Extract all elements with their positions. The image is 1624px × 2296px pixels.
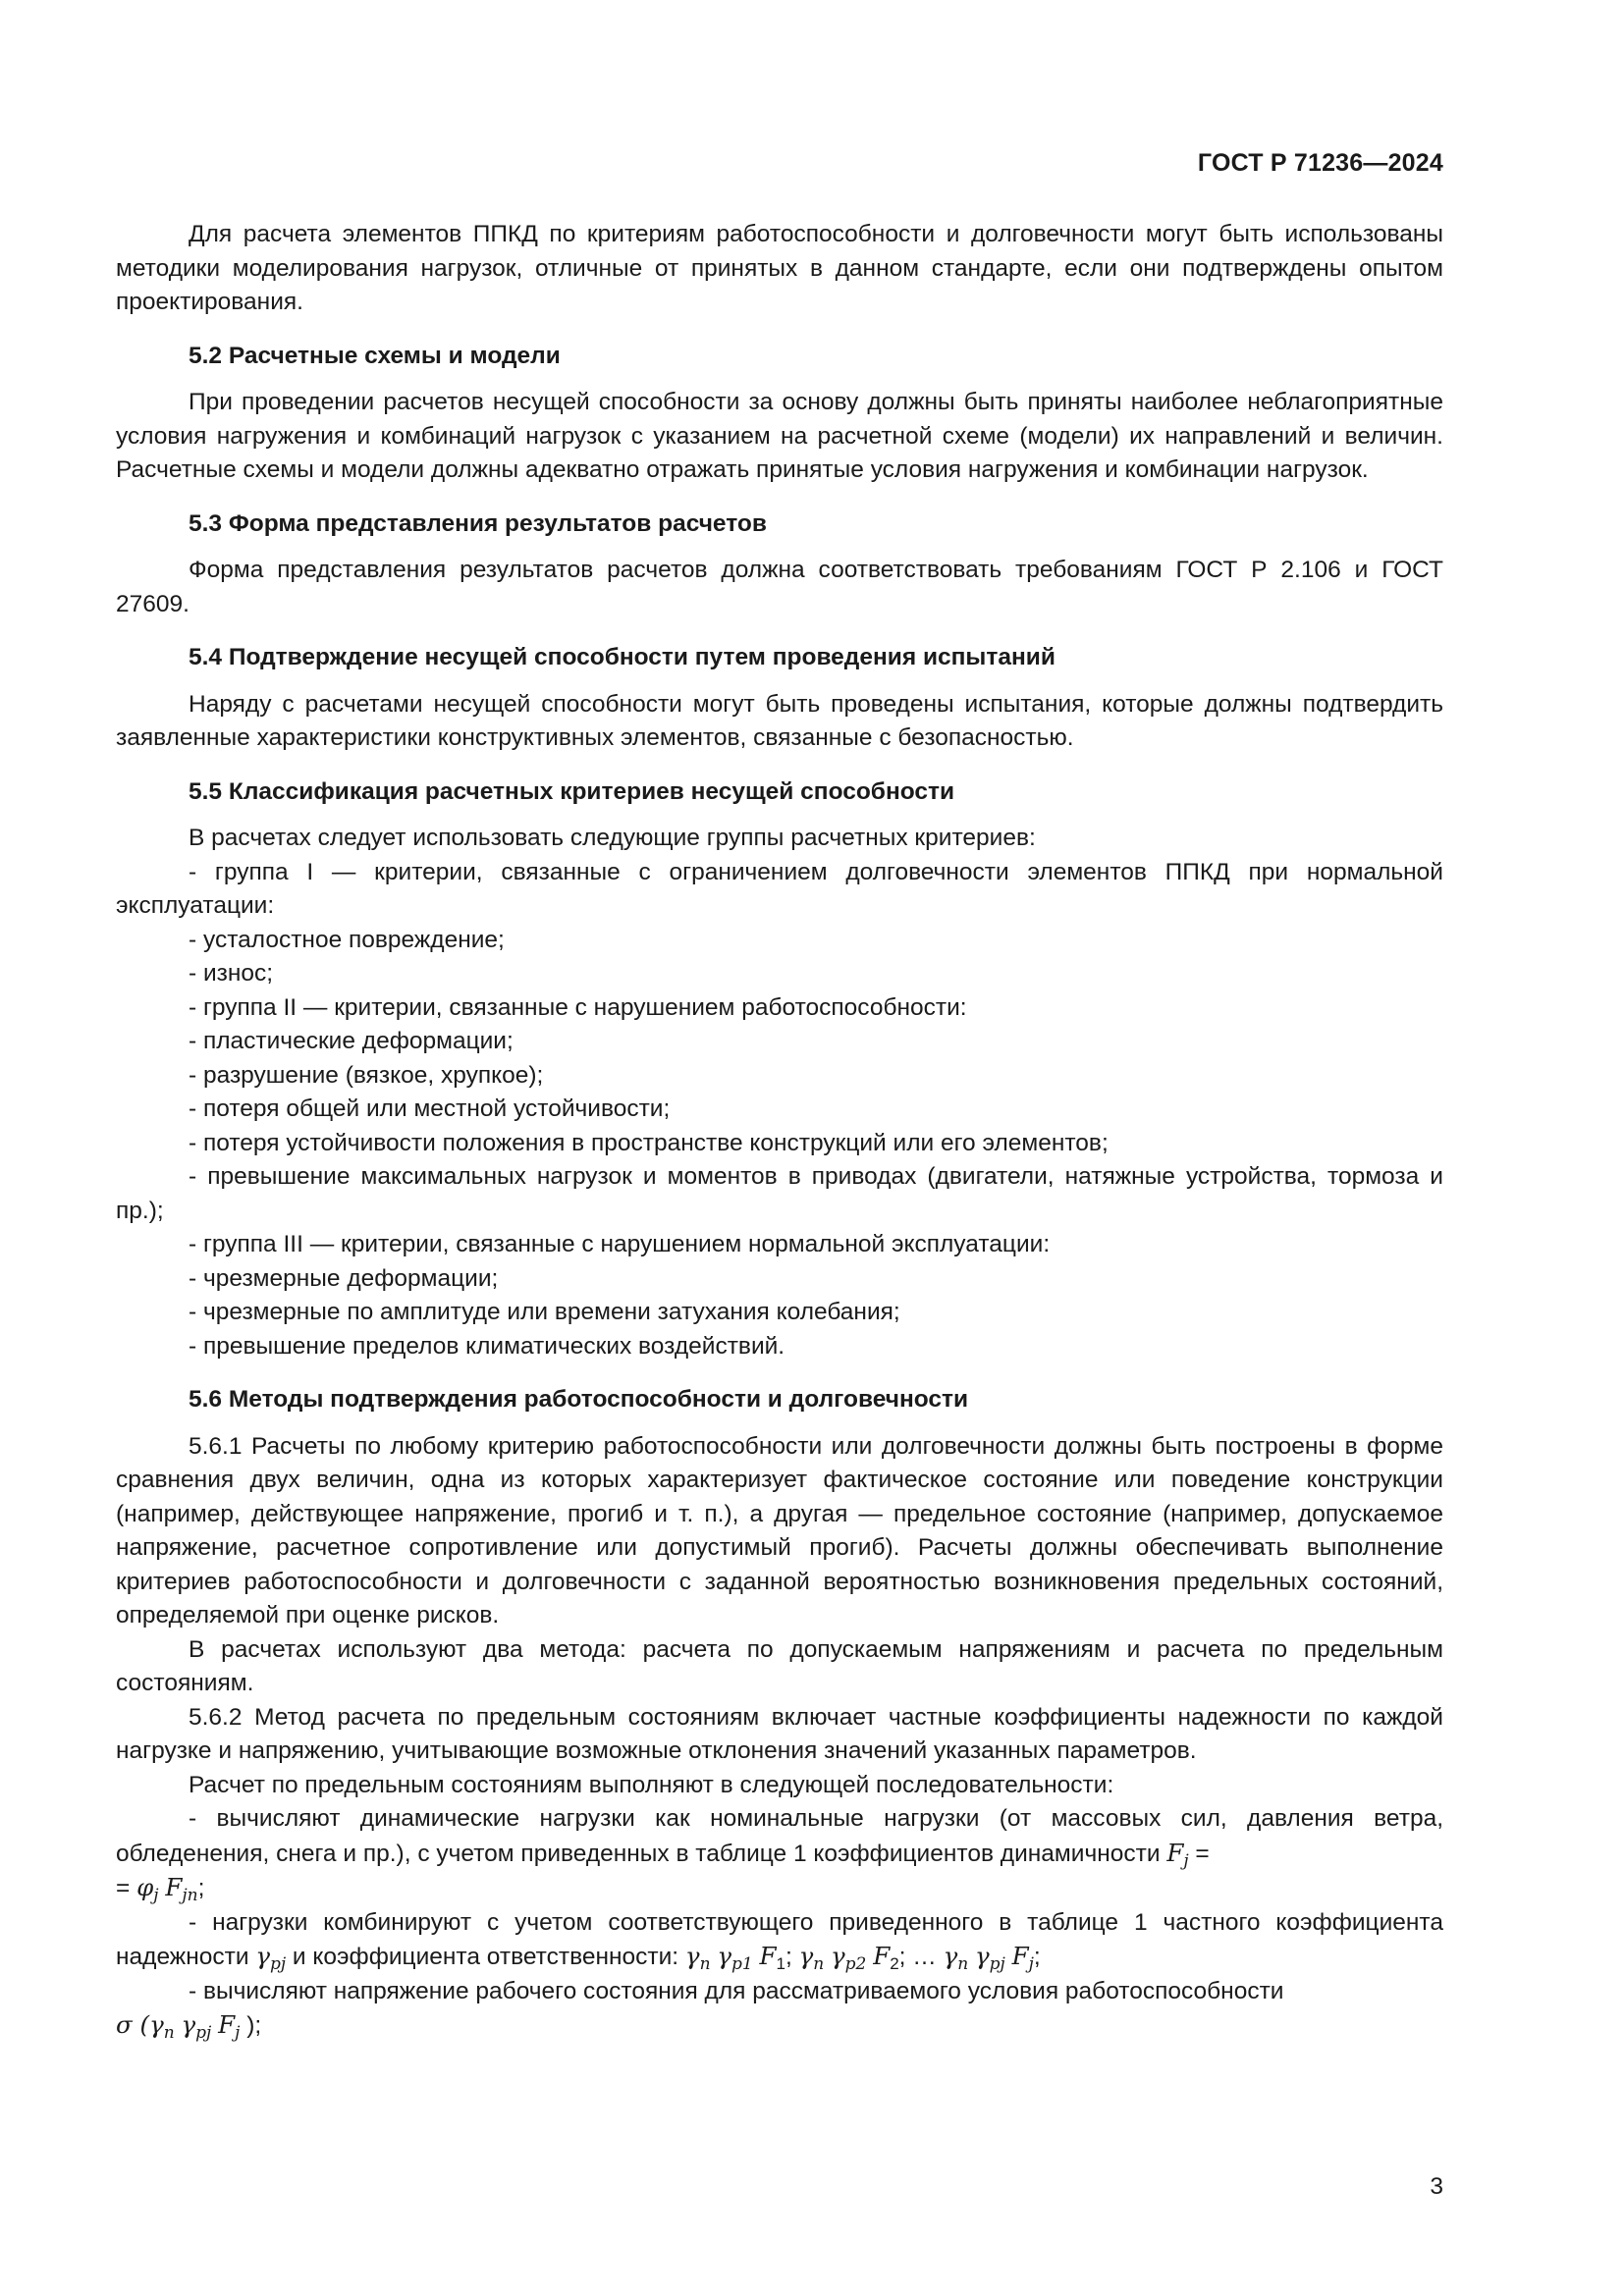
page-number: 3 bbox=[1430, 2173, 1443, 2200]
section-5-3-heading: 5.3 Форма представления результатов расчетов bbox=[189, 509, 767, 537]
step-combine-loads-text: - нагрузки комбинируют с учетом соответствующего приведенного в таблице 1 частного коэффициента надежности bbox=[116, 1908, 1443, 1970]
section-5-6-1-paragraph: 5.6.1 Расчеты по любому критерию работоспособности или долговечности должны быть построены в форме сравнения двух величин, одна из которых характеризует фактическое состояние или поведение конструкции (например, действующее напряжение, прогиб и т. п.), а другая — предельное состояние (например, допускаемое напряжение, расчетное сопротивление или допустимый прогиб). Расчеты должны обеспечивать выполнение критериев работоспособности и долговечности с заданной вероятностью возникновения предельных состояний, определяемой при оценке рисков. bbox=[116, 1432, 1443, 1629]
list-item: - группа III — критерии, связанные с нарушением нормальной эксплуатации: bbox=[189, 1231, 1051, 1257]
section-5-5-heading: 5.5 Классификация расчетных критериев несущей способности bbox=[189, 777, 955, 805]
methods-paragraph: В расчетах используют два метода: расчета по допускаемым напряжениям и расчета по предельным состояниям. bbox=[116, 1635, 1443, 1696]
list-item: - износ; bbox=[189, 960, 274, 987]
list-item: - потеря устойчивости положения в пространстве конструкций или его элементов; bbox=[189, 1129, 1109, 1156]
list-item: - потеря общей или местной устойчивости; bbox=[189, 1095, 671, 1122]
list-item: - усталостное повреждение; bbox=[189, 926, 505, 953]
list-item: - чрезмерные по амплитуде или времени затухания колебания; bbox=[189, 1299, 900, 1325]
step-working-stress: - вычисляют напряжение рабочего состояния для рассматриваемого условия работоспособности σ ($\gamma_n$ $\gamma_{pj}$ $F_j$ ); bbox=[116, 1977, 1284, 2043]
list-item: - чрезмерные деформации; bbox=[189, 1264, 499, 1292]
section-5-4-heading: 5.4 Подтверждение несущей способности путем проведения испытаний bbox=[189, 644, 1056, 670]
step-dynamic-loads: - вычисляют динамические нагрузки как номинальные нагрузки (от массовых сил, давления ветра, обледенения, снега и пр.), с учетом приведенных в таблице 1 коэффициентов динамичности $F_j$ = = $\varphi_j$ $F_{jn}$; bbox=[116, 1805, 1443, 1905]
list-item: - пластические деформации; bbox=[189, 1028, 514, 1054]
section-5-2-heading: 5.2 Расчетные схемы и модели bbox=[189, 342, 561, 369]
list-item: - группа II — критерии, связанные с нарушением работоспособности: bbox=[189, 993, 967, 1021]
section-5-2-paragraph: При проведении расчетов несущей способности за основу должны быть приняты наиболее неблагоприятные условия нагружения и комбинаций нагрузок с указанием на расчетной схеме (модели) их направлений и величин. Расчетные схемы и модели должны адекватно отражать принятые условия нагружения и комбинации нагрузок. bbox=[116, 389, 1443, 483]
sequence-lead: Расчет по предельным состояниям выполняют в следующей последовательности: bbox=[189, 1771, 1114, 1798]
intro-paragraph: Для расчета элементов ППКД по критериям работоспособности и долговечности могут быть использованы методики моделирования нагрузок, отличные от принятых в данном стандарте, если они подтверждены опытом проектирования. bbox=[116, 221, 1443, 315]
step-dynamic-loads-text: - вычисляют динамические нагрузки как номинальные нагрузки (от массовых сил, давления ветра, обледенения, снега и пр.), с учетом приведенных в таблице 1 коэффициентов динамичности bbox=[116, 1805, 1443, 1867]
document-page bbox=[116, 0, 1443, 2296]
step-combine-loads: - нагрузки комбинируют с учетом соответствующего приведенного в таблице 1 частного коэффициента надежности $\gamma_{pj}$ и коэффициента ответственности: $\gamma_n$ $\gamma_{p1}$ $F_1$; $\gamma_n$ $\gamma_{p2}$ $F_2$; … $\gamma_n$ $\gamma_{pj}$ $F_j$; bbox=[116, 1908, 1443, 1974]
step-working-stress-text: - вычисляют напряжение рабочего состояния для рассматриваемого условия работоспособности bbox=[189, 1977, 1284, 2004]
list-item: - превышение пределов климатических воздействий. bbox=[189, 1332, 785, 1360]
section-5-6-2-paragraph: 5.6.2 Метод расчета по предельным состояниям включает частные коэффициенты надежности по каждой нагрузке и напряжению, учитывающие возможные отклонения значений указанных параметров. bbox=[116, 1703, 1443, 1764]
list-item: - разрушение (вязкое, хрупкое); bbox=[189, 1061, 544, 1089]
list-item: - превышение максимальных нагрузок и моментов в приводах (двигатели, натяжные устройства, тормоза и пр.); bbox=[116, 1163, 1443, 1224]
section-5-3-paragraph: Форма представления результатов расчетов должна соответствовать требованиям ГОСТ Р 2.106 и ГОСТ 27609. bbox=[116, 557, 1443, 617]
section-5-4-paragraph: Наряду с расчетами несущей способности могут быть проведены испытания, которые должны подтвердить заявленные характеристики конструктивных элементов, связанные с безопасностью. bbox=[116, 690, 1443, 751]
document-body bbox=[116, 218, 1443, 2044]
standard-designation: ГОСТ Р 71236—2024 bbox=[1197, 149, 1443, 177]
section-5-5-lead: В расчетах следует использовать следующие группы расчетных критериев: bbox=[189, 825, 1036, 851]
criteria-list bbox=[116, 856, 1443, 1364]
list-item: - группа I — критерии, связанные с ограничением долговечности элементов ППКД при нормальной эксплуатации: bbox=[116, 858, 1443, 919]
section-5-6-heading: 5.6 Методы подтверждения работоспособности и долговечности bbox=[189, 1386, 969, 1413]
